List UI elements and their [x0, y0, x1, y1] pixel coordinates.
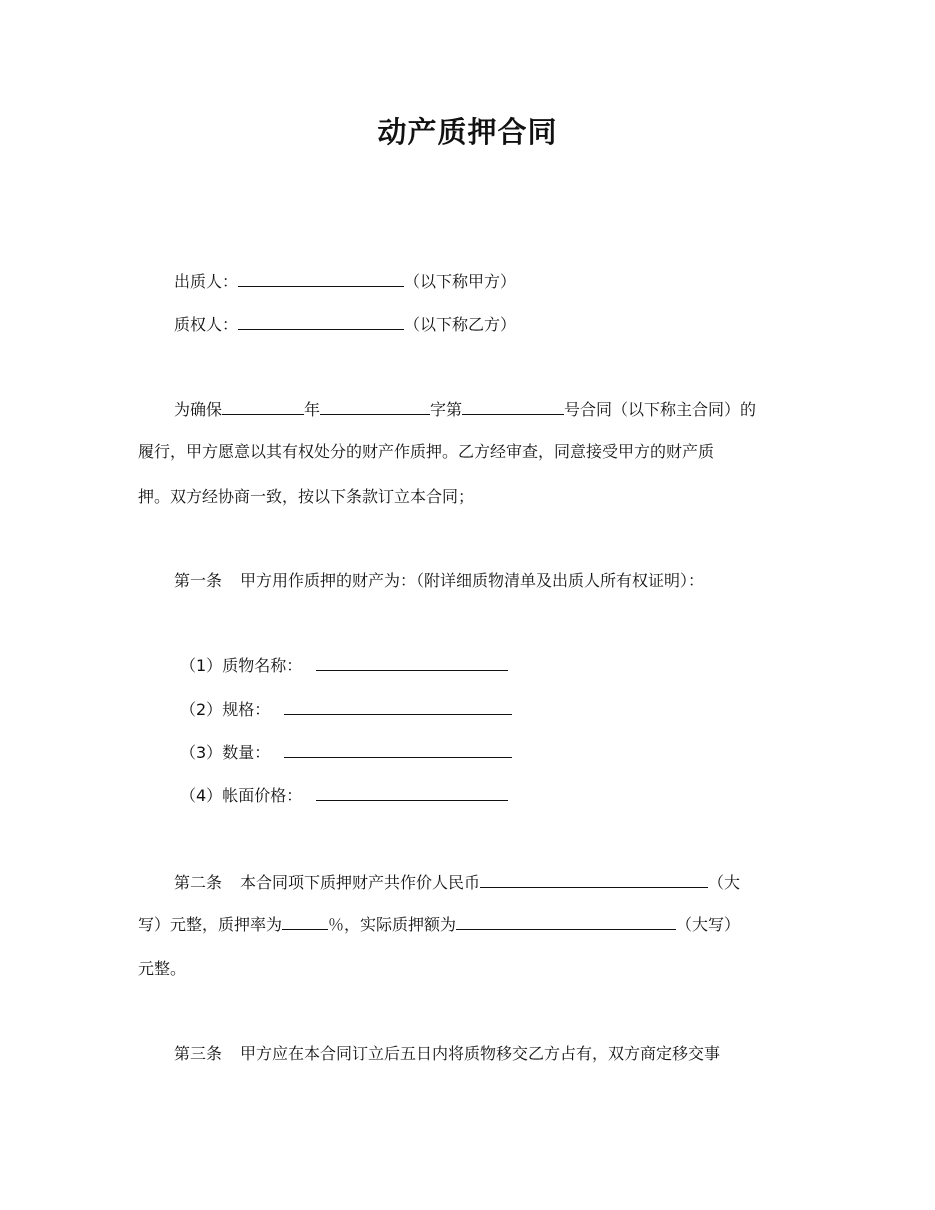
pledgee-label: 质权人： [174, 315, 239, 334]
item-label: 数量： [222, 743, 271, 762]
pledgor-line [174, 270, 516, 294]
article2-text: （大 [708, 873, 741, 892]
article1-line [174, 569, 704, 593]
list-item [180, 698, 512, 722]
zi-blank[interactable] [320, 398, 430, 415]
pledgee-suffix: （以下称乙方） [404, 315, 517, 334]
article1-text: 甲方用作质押的财产为：（附详细质物清单及出质人所有权证明）： [240, 571, 705, 590]
article2-line-3: 元整。 [138, 959, 187, 978]
list-item [180, 654, 508, 678]
article3-line [174, 1042, 720, 1066]
article3-text: 甲方应在本合同订立后五日内将质物移交乙方占有，双方商定移交事 [240, 1044, 721, 1063]
preamble-line-2: 履行，甲方愿意以其有权处分的财产作质押。乙方经审查，同意接受甲方的财产质 [138, 442, 715, 461]
preamble-line-1 [174, 398, 756, 422]
article2-text: （大写） [676, 915, 741, 934]
document-title: 动产质押合同 [377, 115, 558, 149]
item-quantity-blank[interactable] [284, 741, 512, 758]
item-label: 规格： [222, 700, 271, 719]
pledgor-blank[interactable] [238, 270, 404, 287]
pledgor-suffix: （以下称甲方） [404, 272, 517, 291]
pledgor-label: 出质人： [174, 272, 239, 291]
valuation-blank[interactable] [480, 871, 708, 888]
pledgee-blank[interactable] [238, 313, 404, 330]
zi-label: 字第 [430, 400, 463, 419]
year-label: 年 [304, 400, 321, 419]
pledgee-line [174, 313, 516, 337]
article2-text: 本合同项下质押财产共作价人民币 [240, 873, 481, 892]
item-label: 质物名称： [222, 656, 303, 675]
preamble-text: 为确保 [174, 400, 223, 419]
article2-heading: 第二条 [174, 873, 223, 892]
item-number: （3） [180, 743, 223, 762]
actual-amount-blank[interactable] [456, 913, 676, 930]
article3-heading: 第三条 [174, 1044, 223, 1063]
item-number: （1） [180, 656, 223, 675]
item-name-blank[interactable] [316, 654, 508, 671]
preamble-text-2: 号合同（以下称主合同）的 [564, 400, 757, 419]
article2-text: ％，实际质押额为 [328, 915, 457, 934]
item-number: （4） [180, 786, 223, 805]
article2-text: 写）元整，质押率为 [138, 915, 283, 934]
item-label: 帐面价格： [222, 786, 303, 805]
contract-no-blank[interactable] [462, 398, 564, 415]
item-number: （2） [180, 700, 223, 719]
list-item [180, 784, 508, 808]
preamble-line-3: 押。双方经协商一致，按以下条款订立本合同； [138, 487, 475, 506]
item-spec-blank[interactable] [284, 698, 512, 715]
list-item [180, 741, 512, 765]
year-blank[interactable] [222, 398, 304, 415]
item-price-blank[interactable] [316, 784, 508, 801]
article2-line-2 [138, 913, 740, 937]
article2-line-1 [174, 871, 740, 895]
article1-heading: 第一条 [174, 571, 223, 590]
pledge-rate-blank[interactable] [282, 913, 328, 930]
